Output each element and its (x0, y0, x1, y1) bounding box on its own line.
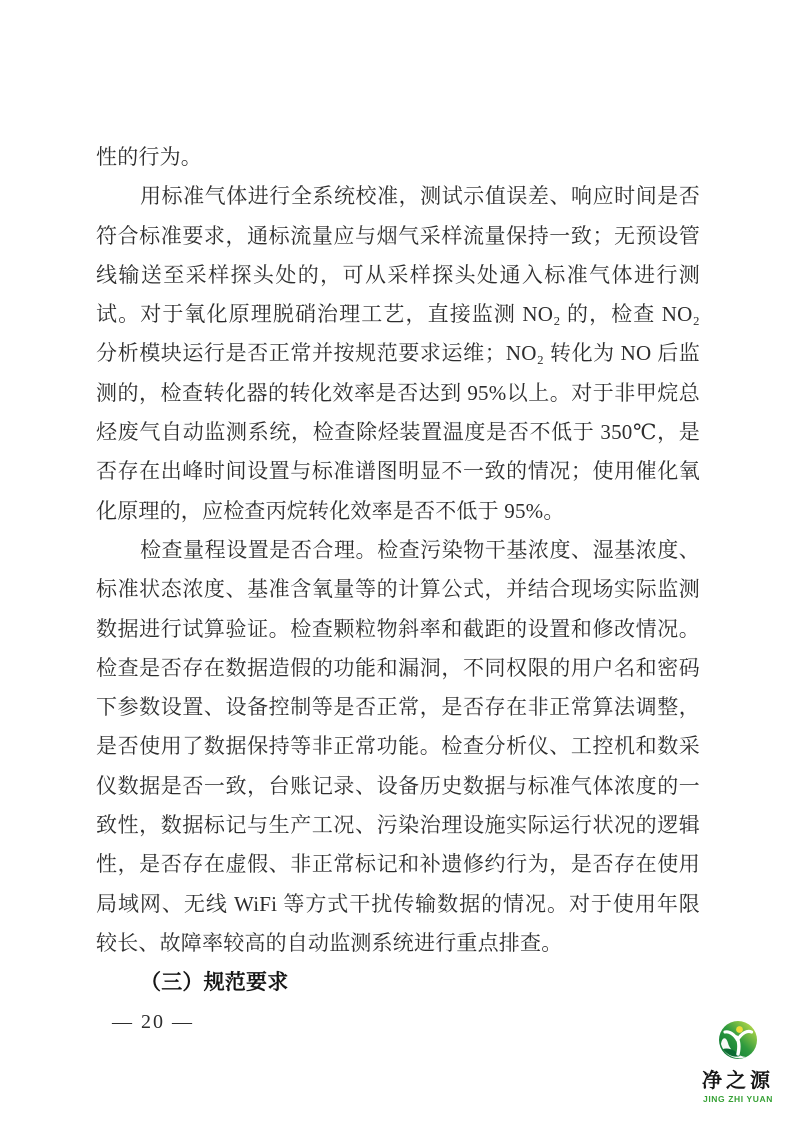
section-heading: （三）规范要求 (140, 970, 289, 995)
text-line: 性的行为。 (96, 145, 202, 169)
text-line: 否存在出峰时间设置与标准谱图明显不一致的情况；使用催化氧 (96, 459, 700, 484)
body-text (96, 138, 700, 1003)
text-line: 用标准气体进行全系统校准，测试示值误差、响应时间是否 (140, 184, 700, 209)
text-line: 性，是否存在虚假、非正常标记和补遗修约行为，是否存在使用 (96, 852, 700, 877)
text-line: 化原理的，应检查丙烷转化效率是否不低于 95%。 (96, 498, 565, 523)
text-line: 检查是否存在数据造假的功能和漏洞，不同权限的用户名和密码 (96, 655, 700, 680)
company-logo (697, 1020, 779, 1104)
text-line: 仪数据是否一致，台账记录、设备历史数据与标准气体浓度的一 (96, 773, 700, 798)
text-line: 测的，检查转化器的转化效率是否达到 95%以上。对于非甲烷总 (96, 380, 700, 405)
logo-sphere-icon (718, 1020, 758, 1062)
text-line: 标准状态浓度、基准含氧量等的计算公式，并结合现场实际监测 (96, 577, 700, 602)
text-lines (96, 138, 700, 963)
text-line: 致性，数据标记与生产工况、污染治理设施实际运行状况的逻辑 (96, 813, 700, 838)
text-line: 下参数设置、设备控制等是否正常，是否存在非正常算法调整， (96, 695, 700, 720)
text-line: 线输送至采样探头处的，可从采样探头处通入标准气体进行测 (96, 262, 700, 287)
text-line: 较长、故障率较高的自动监测系统进行重点排查。 (96, 930, 563, 955)
text-line: 局域网、无线 WiFi 等方式干扰传输数据的情况。对于使用年限 (96, 891, 700, 916)
text-line: 数据进行试算验证。检查颗粒物斜率和截距的设置和修改情况。 (96, 616, 700, 641)
text-line: 是否使用了数据保持等非正常功能。检查分析仪、工控机和数采 (96, 734, 700, 759)
text-line: 试。对于氧化原理脱硝治理工艺，直接监测 NO₂ 的，检查 NO₂ (96, 302, 700, 327)
text-line: 检查量程设置是否合理。检查污染物干基浓度、湿基浓度、 (140, 537, 700, 562)
page-number: — 20 — (112, 1011, 194, 1033)
logo-name-chinese: 净之源 (702, 1070, 774, 1092)
logo-name-english: JING ZHI YUAN (703, 1094, 773, 1104)
text-line: 分析模块运行是否正常并按规范要求运维；NO₂ 转化为 NO 后监 (96, 341, 700, 366)
text-line: 烃废气自动监测系统，检查除烃装置温度是否不低于 350℃，是 (96, 420, 700, 445)
text-line: 符合标准要求，通标流量应与烟气采样流量保持一致；无预设管 (96, 223, 700, 248)
